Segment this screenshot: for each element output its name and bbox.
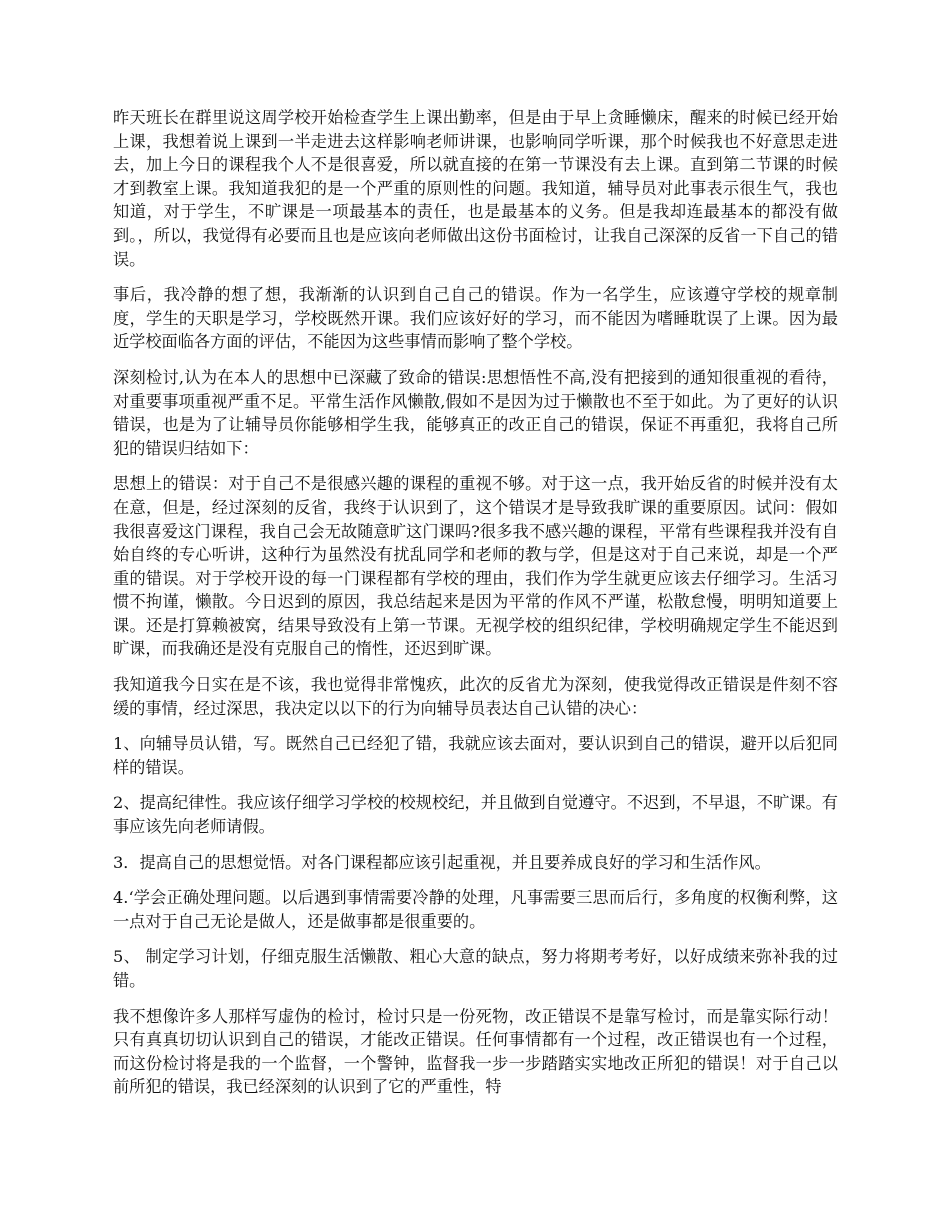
list-item-3: 3．提高自己的思想觉悟。对各门课程都应该引起重视，并且要养成良好的学习和生活作风。 xyxy=(113,852,771,872)
document-page xyxy=(113,106,838,1111)
paragraph-4: 思想上的错误：对于自己不是很感兴趣的课程的重视不够。对于这一点，我开始反省的时候并没有太在意，但是，经过深刻的反省，我终于认识到了，这个错误才是导致我旷课的重要原因。试问：假如我很喜爱这门课程，我自己会无故随意旷这门课吗?很多我不感兴趣的课程，平常有些课程我并没有自始自终的专心听讲，这种行为虽然没有扰乱同学和老师的教与学，但是这对于自己来说，却是一个严重的错误。对于学校开设的每一门课程都有学校的理由，我们作为学生就更应该去仔细学习。生活习惯不拘谨，懒散。今日迟到的原因，我总结起来是因为平常的作风不严谨，松散怠慢，明明知道要上课。还是打算赖被窝，结果导致没有上第一节课。无视学校的组织纪律，学校明确规定学生不能迟到旷课，而我确还是没有克服自己的惰性，还迟到旷课。 xyxy=(113,474,838,659)
list-item-4: 4.‘学会正确处理问题。以后遇到事情需要冷静的处理，凡事需要三思而后行，多角度的权衡利弊，这一点对于自己无论是做人，还是做事都是很重要的。 xyxy=(113,888,838,931)
list-item-1: 1、向辅导员认错，写。既然自己已经犯了错，我就应该去面对，要认识到自己的错误，避开以后犯同样的错误。 xyxy=(113,734,838,777)
paragraph-closing: 我不想像许多人那样写虚伪的检讨，检讨只是一份死物，改正错误不是靠写检讨，而是靠实际行动！只有真真切切认识到自己的错误，才能改正错误。任何事情都有一个过程，改正错误也有一个过程，而这份检讨将是我的一个监督，一个警钟，监督我一步一步踏踏实实地改正所犯的错误！对于自己以前所犯的错误，我已经深刻的认识到了它的严重性，特 xyxy=(113,1006,838,1097)
list-item-5: 5、 制定学习计划，仔细克服生活懒散、粗心大意的缺点，努力将期考考好，以好成绩来弥补我的过错。 xyxy=(113,947,838,990)
paragraph-1: 昨天班长在群里说这周学校开始检查学生上课出勤率，但是由于早上贪睡懒床，醒来的时候已经开始上课，我想着说上课到一半走进去这样影响老师讲课，也影响同学听课，那个时候我也不好意思走进去，加上今日的课程我个人不是很喜爱，所以就直接的在第一节课没有去上课。直到第二节课的时候才到教室上课。我知道我犯的是一个严重的原则性的问题。我知道，辅导员对此事表示很生气，我也知道，对于学生，不旷课是一项最基本的责任，也是最基本的义务。但是我却连最基本的都没有做到。，所以，我觉得有必要而且也是应该向老师做出这份书面检讨，让我自己深深的反省一下自己的错误。 xyxy=(113,108,838,269)
paragraph-3: 深刻检讨,认为在本人的思想中已深藏了致命的错误:思想悟性不高,没有把接到的通知很重视的看待，对重要事项重视严重不足。平常生活作风懒散,假如不是因为过于懒散也不至于如此。为了更好的认识错误，也是为了让辅导员你能够相学生我，能够真正的改正自己的错误，保证不再重犯，我将自己所犯的错误归结如下： xyxy=(113,367,838,458)
paragraph-2: 事后，我冷静的想了想，我渐渐的认识到自己自己的错误。作为一名学生，应该遵守学校的规章制度，学生的天职是学习，学校既然开课。我们应该好好的学习，而不能因为嗜睡耽误了上课。因为最近学校面临各方面的评估，不能因为这些事情而影响了整个学校。 xyxy=(113,285,838,352)
paragraph-5: 我知道我今日实在是不该，我也觉得非常愧疚，此次的反省尤为深刻，使我觉得改正错误是件刻不容缓的事情，经过深思，我决定以以下的行为向辅导员表达自己认错的决心： xyxy=(113,675,838,718)
list-item-2: 2、提高纪律性。我应该仔细学习学校的校规校纪，并且做到自觉遵守。不迟到，不早退，不旷课。有事应该先向老师请假。 xyxy=(113,793,838,837)
